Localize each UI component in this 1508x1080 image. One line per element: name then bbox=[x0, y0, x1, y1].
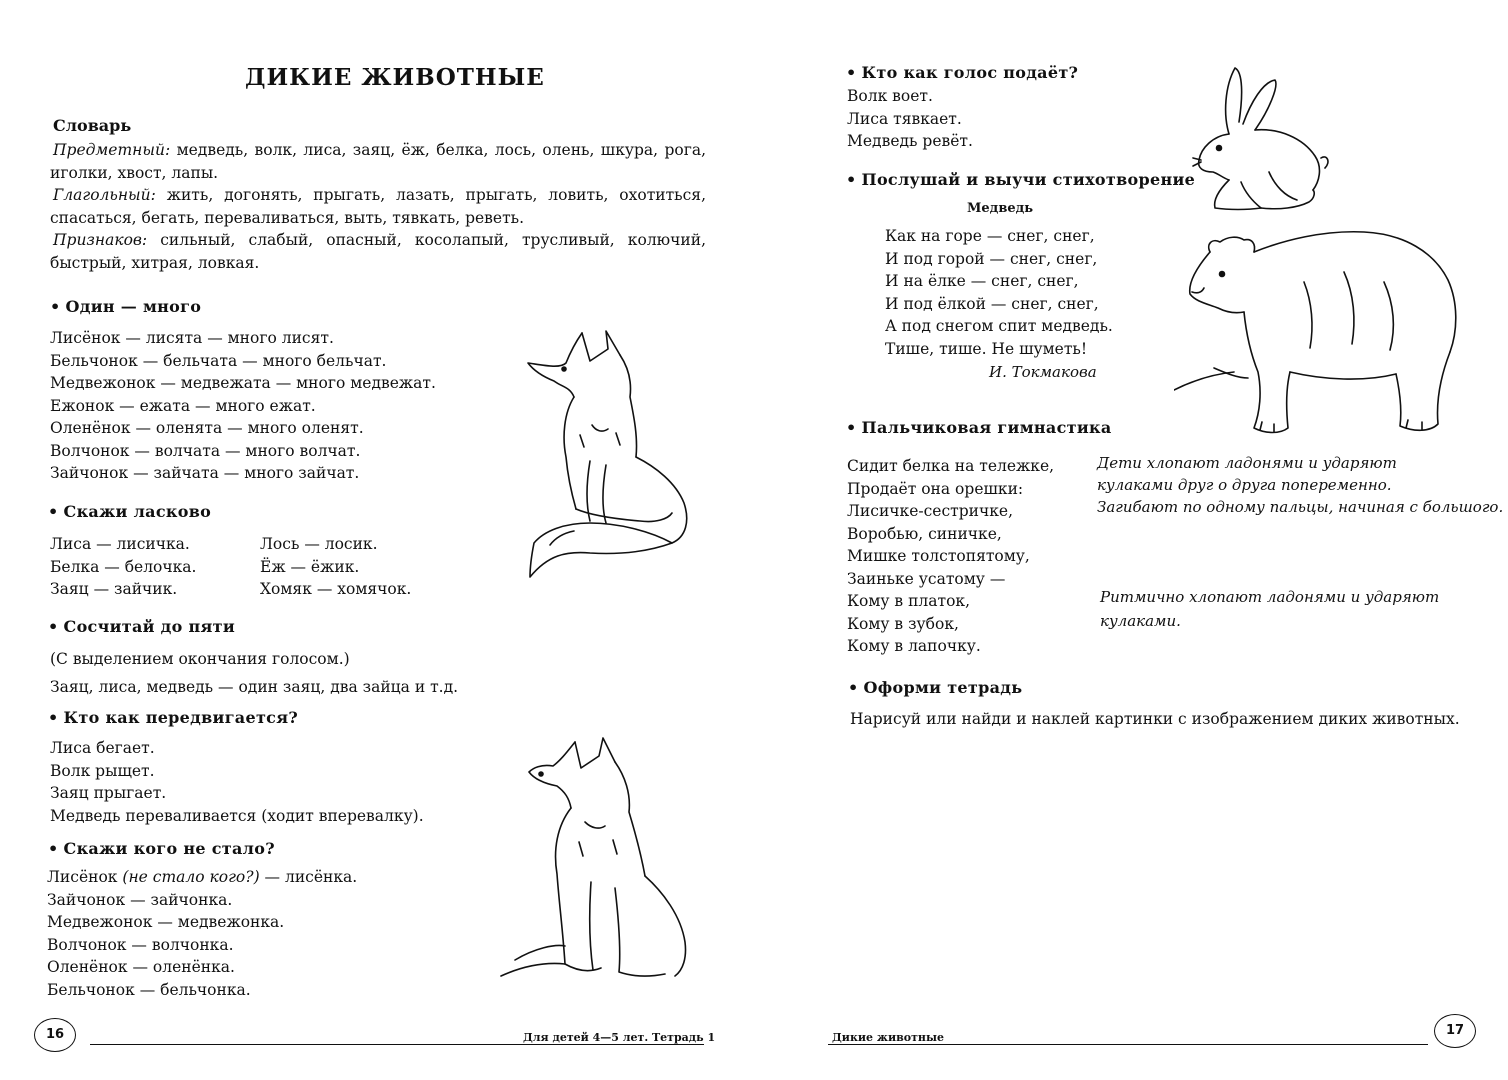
rhyme-line: Кому в платок, bbox=[847, 592, 971, 610]
list-item: Оленёнок — оленята — много оленят. bbox=[50, 419, 364, 437]
poem-line: И на ёлке — снег, снег, bbox=[885, 272, 1079, 290]
list-item: Бельчонок — бельчата — много бельчат. bbox=[50, 351, 387, 370]
poem-heading: • Послушай и выучи стихотворение bbox=[846, 170, 1195, 189]
list-item: Лисёнок (не стало кого?) — лисёнка. bbox=[47, 868, 358, 886]
wolf-illustration bbox=[495, 732, 695, 992]
vocabulary-subject: Предметный: медведь, волк, лиса, заяц, ёж, белка, лось, олень, шкура, рога, иголки, хвост, лапы. bbox=[50, 141, 706, 182]
notebook-text: Нарисуй или найди и наклей картинки с изображением диких животных. bbox=[850, 710, 1460, 728]
rhyme-line: Заиньке усатому — bbox=[847, 569, 1006, 588]
list-item: Заяц прыгает. bbox=[50, 784, 167, 802]
rhyme-line: Продаёт она орешки: bbox=[847, 479, 1024, 498]
list-item: Волчонок — волчонка. bbox=[47, 935, 234, 954]
rhyme-line: Лисичке-сестричке, bbox=[847, 502, 1014, 520]
poem-line: Тише, тише. Не шуметь! bbox=[885, 339, 1088, 358]
page-number: 16 bbox=[34, 1018, 76, 1052]
poem-line: И под ёлкой — снег, снег, bbox=[885, 294, 1099, 313]
page-title: ДИКИЕ ЖИВОТНЫЕ bbox=[245, 64, 545, 91]
list-item: Зайчонок — зайчонка. bbox=[47, 890, 233, 909]
list-item: Волк рыщет. bbox=[50, 761, 155, 780]
one-many-list bbox=[50, 327, 436, 485]
list-item: Оленёнок — оленёнка. bbox=[47, 958, 235, 976]
list-item: Волк воет. bbox=[847, 87, 933, 105]
rabbit-illustration bbox=[1189, 62, 1329, 214]
affectionate-right-column bbox=[260, 533, 411, 601]
page-number: 17 bbox=[1434, 1014, 1476, 1048]
vocabulary-verbs: Глагольный: жить, догонять, прыгать, лазать, прыгать, ловить, охотиться, спасаться, бегать, переваливаться, выть, тявкать, реветь. bbox=[50, 186, 706, 227]
finger-rhyme bbox=[847, 455, 1054, 658]
poem-author: И. Токмакова bbox=[989, 363, 1097, 381]
list-item: Бельчонок — бельчонка. bbox=[47, 980, 251, 999]
rhyme-line: Кому в лапочку. bbox=[847, 637, 981, 655]
rhyme-line: Мишке толстопятому, bbox=[847, 547, 1030, 565]
poem-line: Как на горе — снег, снег, bbox=[885, 227, 1095, 245]
list-item: Лось — лосик. bbox=[260, 535, 378, 553]
vocabulary-heading: Словарь bbox=[53, 116, 132, 135]
bear-illustration bbox=[1174, 222, 1474, 440]
notebook-heading: • Оформи тетрадь bbox=[848, 678, 1022, 697]
moves-heading: • Кто как передвигается? bbox=[48, 708, 298, 727]
affectionate-heading: • Скажи ласково bbox=[48, 502, 211, 521]
fox-illustration bbox=[520, 325, 695, 585]
voices-heading: • Кто как голос подаёт? bbox=[846, 63, 1078, 82]
rhyme-line: Сидит белка на тележке, bbox=[847, 457, 1055, 475]
finger-note-2: Ритмично хлопают ладонями и ударяют кулаками. bbox=[1100, 588, 1440, 630]
who-missing-list bbox=[47, 866, 357, 1001]
footer-rule bbox=[828, 1044, 1428, 1045]
rhyme-line: Кому в зубок, bbox=[847, 614, 959, 633]
poem-line: А под снегом спит медведь. bbox=[885, 317, 1113, 335]
poem-line: И под горой — снег, снег, bbox=[885, 249, 1098, 268]
poem-text bbox=[885, 225, 1113, 360]
one-many-heading: • Один — много bbox=[50, 297, 201, 316]
list-item: Ежонок — ежата — много ежат. bbox=[50, 396, 316, 415]
rhyme-line: Воробью, синичке, bbox=[847, 524, 1002, 543]
footer-rule bbox=[90, 1044, 704, 1045]
list-item: Хомяк — хомячок. bbox=[260, 580, 412, 598]
list-item: Зайчонок — зайчата — много зайчат. bbox=[50, 464, 360, 482]
list-item: Лисёнок — лисята — много лисят. bbox=[50, 329, 334, 347]
who-missing-heading: • Скажи кого не стало? bbox=[48, 839, 275, 858]
vocabulary-attributes: Признаков: сильный, слабый, опасный, косолапый, трусливый, колючий, быстрый, хитрая, ловкая. bbox=[50, 231, 706, 272]
list-item: Медведь ревёт. bbox=[847, 132, 973, 150]
list-item: Лиса — лисичка. bbox=[50, 535, 190, 553]
list-item: Медвежонок — медвежата — много медвежат. bbox=[50, 374, 436, 392]
voices-list bbox=[847, 85, 973, 153]
poem-title: Медведь bbox=[967, 201, 1034, 216]
finger-heading: • Пальчиковая гимнастика bbox=[846, 418, 1112, 437]
list-item: Заяц — зайчик. bbox=[50, 580, 178, 598]
footer-text: Для детей 4—5 лет. Тетрадь 1 bbox=[523, 1031, 716, 1044]
count-text: (С выделением окончания голосом.) Заяц, лиса, медведь — один заяц, два зайца и т.д. bbox=[50, 650, 459, 696]
list-item: Белка — белочка. bbox=[50, 557, 197, 576]
list-item: Лиса бегает. bbox=[50, 739, 155, 757]
vocabulary-section bbox=[50, 116, 706, 274]
list-item: Ёж — ёжик. bbox=[260, 557, 360, 576]
list-item: Лиса тявкает. bbox=[847, 109, 962, 128]
right-page bbox=[754, 0, 1508, 1080]
list-item: Медвежонок — медвежонка. bbox=[47, 913, 285, 931]
moves-list bbox=[50, 737, 424, 827]
count-heading: • Сосчитай до пяти bbox=[48, 617, 235, 636]
footer-text: Дикие животные bbox=[832, 1031, 945, 1044]
affectionate-left-column bbox=[50, 533, 196, 601]
list-item: Волчонок — волчата — много волчат. bbox=[50, 441, 361, 460]
finger-note-1: Дети хлопают ладонями и ударяют кулаками друг о друга попеременно. Загибают по одному пальцы, начиная с большого. bbox=[1097, 454, 1504, 516]
list-item: Медведь переваливается (ходит вперевалку). bbox=[50, 806, 424, 825]
